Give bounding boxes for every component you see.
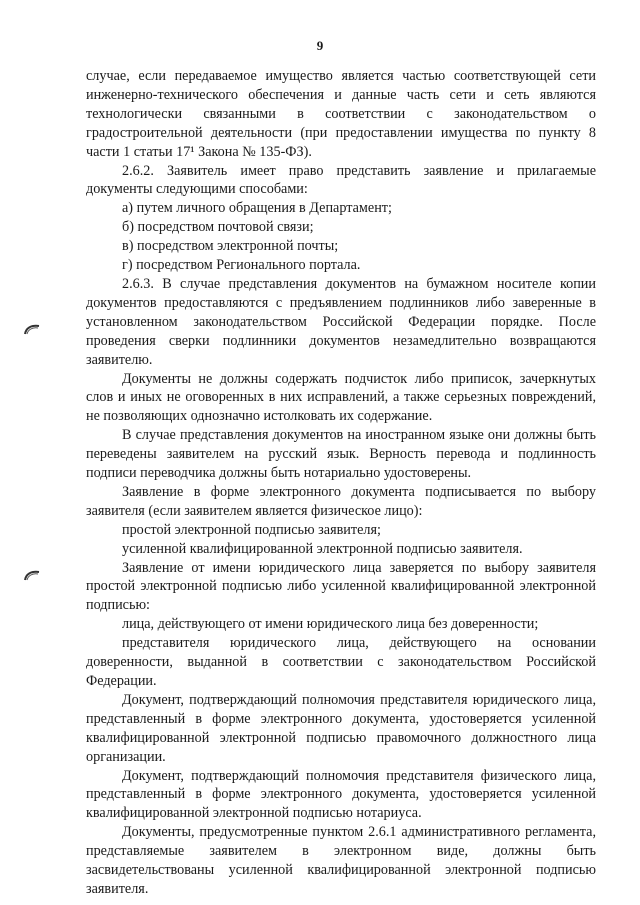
section-2-6-2-intro: 2.6.2. Заявитель имеет право представить заявление и прилагаемые документы следующими способами:: [86, 162, 596, 198]
continuation-paragraph: случае, если передаваемое имущество является частью соответствующей сети инженерно-технического обеспечения и данные часть сети и сеть являются технологически связанными в соответствии с законодательством о градостроительной деятельности (при предоставлении имущества по пункту 8 части 1 статьи 17¹ Закона № 135-ФЗ).: [86, 68, 596, 160]
punch-hole-mark-icon: [22, 568, 42, 582]
foreign-language-paragraph: В случае представления документов на иностранном языке они должны быть переведены заявителем на русский язык. Верность перевода и подлинность подписи переводчика должны быть нотариально удостоверены.: [86, 427, 596, 482]
document-body: [86, 67, 596, 899]
legal-entity-representative-item: представителя юридического лица, действующего на основании доверенности, выданной в соответствии с законодательством Российской Федерации.: [86, 635, 596, 689]
punch-hole-mark-icon: [22, 322, 42, 336]
legal-entity-signer-item: лица, действующего от имени юридического лица без доверенности;: [122, 616, 539, 633]
electronic-documents-paragraph: Документы, предусмотренные пунктом 2.6.1 административного регламента, представляемые заявителем в электронном виде, должны быть засвидетельствованы усиленной квалифицированной электронной подписью заявителя.: [86, 824, 596, 897]
section-2-6-3-paragraph: 2.6.3. В случае представления документов на бумажном носителе копии документов предоставляются с предъявлением подлинников либо заверенные в установленном законодательством Российской Федерации порядке. После проведения сверки подлинники документов незамедлительно возвращаются заявителю.: [86, 275, 596, 368]
individual-signature-paragraph: Заявление в форме электронного документа подписывается по выбору заявителя (если заявителем является физическое лицо):: [86, 483, 596, 519]
method-item: г) посредством Регионального портала.: [122, 257, 361, 274]
no-corrections-paragraph: Документы не должны содержать подчисток либо приписок, зачеркнутых слов и иных не оговоренных в них исправлений, а также серьезных повреждений, не позволяющих однозначно истолковать их содержание.: [86, 370, 596, 425]
legal-entity-authority-paragraph: Документ, подтверждающий полномочия представителя юридического лица, представленный в форме электронного документа, удостоверяется усиленной квалифицированной электронной подписью правомочного должностного лица организации.: [86, 691, 596, 765]
method-item: а) путем личного обращения в Департамент;: [122, 200, 392, 217]
signature-option-item: усиленной квалифицированной электронной подписью заявителя.: [122, 540, 523, 557]
page-number: 9: [316, 38, 324, 53]
method-item: в) посредством электронной почты;: [122, 238, 339, 255]
legal-entity-signature-paragraph: Заявление от имени юридического лица заверяется по выбору заявителя простой электронной подписью либо усиленной квалифицированной электронной подписью:: [86, 559, 596, 614]
method-item: б) посредством почтовой связи;: [122, 219, 314, 236]
individual-authority-paragraph: Документ, подтверждающий полномочия представителя физического лица, представленный в форме электронного документа, удостоверяется усиленной квалифицированной электронной подписью нотариуса.: [86, 767, 596, 822]
signature-option-item: простой электронной подписью заявителя;: [122, 521, 381, 538]
